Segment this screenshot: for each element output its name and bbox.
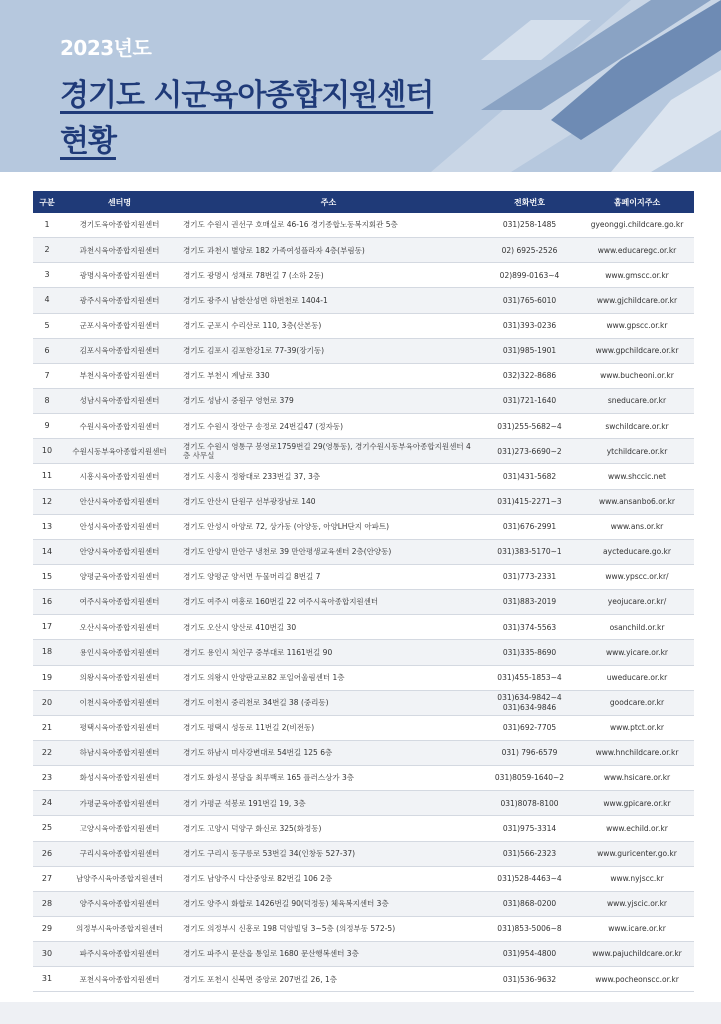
cell-homepage: swchildcare.or.kr: [580, 414, 694, 439]
cell-phone: [479, 942, 580, 967]
cell-address: 경기도 화성시 봉담읍 최루백로 165 플러스상가 3층: [178, 766, 479, 791]
cell-no: 3: [33, 263, 61, 288]
cell-phone: [479, 891, 580, 916]
cell-center-name: 화성시육아종합지원센터: [61, 766, 178, 791]
phone-number: 031)773-2331: [502, 572, 557, 582]
table-row: [33, 816, 694, 841]
cell-no: 19: [33, 665, 61, 690]
table-row: [33, 916, 694, 941]
table-row: [33, 539, 694, 564]
column-header-phone: 전화번호: [479, 191, 580, 213]
cell-address: 경기도 여주시 여흥로 160번길 22 여주시육아종합지원센터: [178, 590, 479, 615]
cell-no: 29: [33, 916, 61, 941]
table-row: [33, 213, 694, 238]
cell-address: 경기 가평군 석봉로 191번길 19, 3층: [178, 791, 479, 816]
cell-no: 15: [33, 564, 61, 589]
phone-number: 032)322-8686: [502, 371, 557, 381]
phone-number: 031)634-9842~4: [497, 693, 562, 703]
phone-number: 02)899-0163~4: [499, 270, 560, 280]
cell-center-name: 과천시육아종합지원센터: [61, 238, 178, 263]
cell-address: 경기도 수원시 장안구 송정로 24번길47 (정자동): [178, 414, 479, 439]
cell-address: 경기도 수원시 영통구 봉영로1759번길 29(영통동), 경기수원시동부육아종합지원센터 4층 사무실: [178, 439, 479, 464]
cell-homepage: www.hnchildcare.or.kr: [580, 740, 694, 765]
phone-number: 031)431-5682: [502, 471, 557, 481]
phone-number: 031)374-5563: [502, 622, 557, 632]
cell-center-name: 부천시육아종합지원센터: [61, 363, 178, 388]
cell-homepage: www.icare.or.kr: [580, 916, 694, 941]
phone-number: 031)954-4800: [502, 949, 557, 959]
phone-number: 031)566-2323: [502, 848, 557, 858]
cell-center-name: 가평군육아종합지원센터: [61, 791, 178, 816]
table-row: [33, 866, 694, 891]
cell-no: 25: [33, 816, 61, 841]
cell-address: 경기도 광명시 성채로 78번길 7 (소하 2동): [178, 263, 479, 288]
cell-center-name: 안성시육아종합지원센터: [61, 514, 178, 539]
cell-phone: [479, 338, 580, 363]
cell-address: 경기도 파주시 문산읍 통일로 1680 문산행복센터 3층: [178, 942, 479, 967]
cell-phone: [479, 238, 580, 263]
cell-phone: [479, 388, 580, 413]
cell-no: 8: [33, 388, 61, 413]
cell-address: 경기도 안양시 만안구 냉천로 39 만안평생교육센터 2층(안양동): [178, 539, 479, 564]
cell-phone: [479, 816, 580, 841]
table-row: [33, 363, 694, 388]
cell-address: 경기도 부천시 계남로 330: [178, 363, 479, 388]
cell-homepage: goodcare.or.kr: [580, 690, 694, 715]
cell-phone: [479, 489, 580, 514]
cell-address: 경기도 성남시 중원구 영헌로 379: [178, 388, 479, 413]
cell-address: 경기도 양주시 화합로 1426번길 90(덕정동) 체육복지센터 3층: [178, 891, 479, 916]
cell-no: 26: [33, 841, 61, 866]
cell-homepage: www.ptct.or.kr: [580, 715, 694, 740]
table-row: [33, 615, 694, 640]
phone-number: 031)692-7705: [502, 723, 557, 733]
cell-center-name: 오산시육아종합지원센터: [61, 615, 178, 640]
cell-center-name: 용인시육아종합지원센터: [61, 640, 178, 665]
cell-homepage: www.echild.or.kr: [580, 816, 694, 841]
cell-phone: [479, 590, 580, 615]
phone-number: 031)273-6690~2: [497, 446, 562, 456]
cell-homepage: www.guricenter.go.kr: [580, 841, 694, 866]
cell-no: 24: [33, 791, 61, 816]
cell-center-name: 평택시육아종합지원센터: [61, 715, 178, 740]
table-row: [33, 238, 694, 263]
cell-homepage: www.nyjscc.kr: [580, 866, 694, 891]
cell-homepage: ytchildcare.or.kr: [580, 439, 694, 464]
year-label: 2023년도: [60, 36, 152, 60]
cell-homepage: www.gpscc.or.kr: [580, 313, 694, 338]
cell-homepage: www.gjchildcare.or.kr: [580, 288, 694, 313]
phone-number: 031)868-0200: [502, 899, 557, 909]
cell-homepage: www.ansanbo6.or.kr: [580, 489, 694, 514]
cell-phone: [479, 363, 580, 388]
cell-no: 28: [33, 891, 61, 916]
cell-no: 12: [33, 489, 61, 514]
table-header-row: [33, 191, 694, 213]
cell-center-name: 수원시동부육아종합지원센터: [61, 439, 178, 464]
cell-center-name: 광명시육아종합지원센터: [61, 263, 178, 288]
table-row: [33, 690, 694, 715]
phone-number: 031)393-0236: [502, 320, 557, 330]
cell-address: 경기도 평택시 성동로 11번길 2(비전동): [178, 715, 479, 740]
footer-band: [0, 1002, 721, 1024]
page-title-line1: 경기도 시군육아종합지원센터: [60, 78, 434, 113]
cell-homepage: www.pocheonscc.or.kr: [580, 967, 694, 992]
cell-address: 경기도 의정부시 신흥로 198 덕암빌딩 3~5층 (의정부동 572-5): [178, 916, 479, 941]
cell-center-name: 구리시육아종합지원센터: [61, 841, 178, 866]
phone-number: 031)721-1640: [502, 396, 557, 406]
cell-homepage: www.pajuchildcare.or.kr: [580, 942, 694, 967]
cell-center-name: 양평군육아종합지원센터: [61, 564, 178, 589]
cell-phone: [479, 665, 580, 690]
cell-no: 2: [33, 238, 61, 263]
table-row: [33, 766, 694, 791]
cell-phone: [479, 313, 580, 338]
cell-center-name: 포천시육아종합지원센터: [61, 967, 178, 992]
table-row: [33, 338, 694, 363]
cell-no: 31: [33, 967, 61, 992]
cell-phone: [479, 439, 580, 464]
table-row: [33, 841, 694, 866]
cell-phone: [479, 841, 580, 866]
phone-number: 031)536-9632: [502, 974, 557, 984]
table-row: [33, 564, 694, 589]
table-row: [33, 967, 694, 992]
cell-no: 10: [33, 439, 61, 464]
column-header-no: 구분: [33, 191, 61, 213]
cell-center-name: 여주시육아종합지원센터: [61, 590, 178, 615]
cell-homepage: www.hsicare.or.kr: [580, 766, 694, 791]
table-row: [33, 590, 694, 615]
cell-address: 경기도 용인시 처인구 중부대로 1161번길 90: [178, 640, 479, 665]
cell-phone: [479, 740, 580, 765]
cell-center-name: 수원시육아종합지원센터: [61, 414, 178, 439]
phone-number: 031)255-5682~4: [497, 421, 562, 431]
cell-address: 경기도 남양주시 다산중앙로 82번길 106 2층: [178, 866, 479, 891]
cell-no: 21: [33, 715, 61, 740]
cell-no: 22: [33, 740, 61, 765]
table-row: [33, 464, 694, 489]
table-row: [33, 514, 694, 539]
phone-number: 031)528-4463~4: [497, 874, 562, 884]
header-banner: [0, 0, 721, 172]
phone-number: 031)415-2271~3: [497, 496, 562, 506]
cell-center-name: 경기도육아종합지원센터: [61, 213, 178, 238]
cell-center-name: 파주시육아종합지원센터: [61, 942, 178, 967]
cell-homepage: www.yjscic.or.kr: [580, 891, 694, 916]
table-row: [33, 388, 694, 413]
cell-no: 1: [33, 213, 61, 238]
cell-phone: [479, 766, 580, 791]
cell-address: 경기도 양평군 양서면 두물머리길 8번길 7: [178, 564, 479, 589]
cell-address: 경기도 과천시 별양로 182 가족여성플라자 4층(부림동): [178, 238, 479, 263]
cell-address: 경기도 시흥시 정왕대로 233번길 37, 3층: [178, 464, 479, 489]
cell-center-name: 의정부시육아종합지원센터: [61, 916, 178, 941]
table-row: [33, 740, 694, 765]
cell-phone: [479, 288, 580, 313]
cell-center-name: 안양시육아종합지원센터: [61, 539, 178, 564]
cell-no: 23: [33, 766, 61, 791]
cell-center-name: 시흥시육아종합지원센터: [61, 464, 178, 489]
cell-phone: [479, 967, 580, 992]
phone-number: 031) 796-6579: [501, 748, 558, 758]
phone-number: 02) 6925-2526: [501, 245, 558, 255]
column-header-name: 센터명: [61, 191, 178, 213]
phone-number: 031)853-5006~8: [497, 924, 562, 934]
cell-address: 경기도 김포시 김포한강1로 77-39(장기동): [178, 338, 479, 363]
cell-no: 27: [33, 866, 61, 891]
cell-phone: [479, 791, 580, 816]
table-row: [33, 715, 694, 740]
cell-address: 경기도 광주시 남한산성면 하번천로 1404-1: [178, 288, 479, 313]
cell-address: 경기도 의왕시 안양판교로82 포일어울림센터 1층: [178, 665, 479, 690]
cell-center-name: 광주시육아종합지원센터: [61, 288, 178, 313]
cell-no: 4: [33, 288, 61, 313]
cell-homepage: www.bucheoni.or.kr: [580, 363, 694, 388]
table-row: [33, 942, 694, 967]
cell-phone: [479, 615, 580, 640]
cell-no: 17: [33, 615, 61, 640]
cell-address: 경기도 오산시 양산로 410번길 30: [178, 615, 479, 640]
phone-number: 031)883-2019: [502, 597, 557, 607]
cell-phone: [479, 916, 580, 941]
cell-homepage: gyeonggi.childcare.go.kr: [580, 213, 694, 238]
cell-no: 6: [33, 338, 61, 363]
cell-address: 경기도 포천시 신북면 중앙로 207번길 26, 1층: [178, 967, 479, 992]
phone-number: 031)8078-8100: [500, 798, 559, 808]
phone-number: 031)455-1853~4: [497, 672, 562, 682]
cell-no: 13: [33, 514, 61, 539]
cell-center-name: 하남시육아종합지원센터: [61, 740, 178, 765]
cell-phone: [479, 414, 580, 439]
phone-number: 031)258-1485: [502, 220, 557, 230]
cell-homepage: www.ans.or.kr: [580, 514, 694, 539]
cell-no: 18: [33, 640, 61, 665]
table-row: [33, 791, 694, 816]
cell-phone: [479, 514, 580, 539]
table-row: [33, 263, 694, 288]
cell-no: 14: [33, 539, 61, 564]
cell-homepage: www.ypscc.or.kr/: [580, 564, 694, 589]
cell-phone: [479, 539, 580, 564]
cell-center-name: 남양주시육아종합지원센터: [61, 866, 178, 891]
table-row: [33, 489, 694, 514]
cell-no: 9: [33, 414, 61, 439]
table-row: [33, 414, 694, 439]
table-row: [33, 288, 694, 313]
cell-homepage: www.yicare.or.kr: [580, 640, 694, 665]
table-row: [33, 439, 694, 464]
cell-phone: [479, 866, 580, 891]
cell-no: 5: [33, 313, 61, 338]
cell-address: 경기도 구리시 동구릉로 53번길 34(인창동 527-37): [178, 841, 479, 866]
cell-no: 11: [33, 464, 61, 489]
cell-homepage: www.educaregc.or.kr: [580, 238, 694, 263]
decorative-stripes: [421, 0, 721, 172]
table-row: [33, 891, 694, 916]
cell-center-name: 김포시육아종합지원센터: [61, 338, 178, 363]
cell-phone: [479, 690, 580, 715]
cell-center-name: 성남시육아종합지원센터: [61, 388, 178, 413]
center-table: [33, 191, 694, 992]
phone-number: 031)634-9846: [502, 702, 557, 712]
cell-phone: [479, 564, 580, 589]
cell-center-name: 양주시육아종합지원센터: [61, 891, 178, 916]
cell-address: 경기도 고양시 덕양구 화신로 325(화정동): [178, 816, 479, 841]
cell-center-name: 이천시육아종합지원센터: [61, 690, 178, 715]
cell-homepage: uweducare.or.kr: [580, 665, 694, 690]
cell-address: 경기도 군포시 수리산로 110, 3층(산본동): [178, 313, 479, 338]
cell-address: 경기도 안성시 아양로 72, 상가동 (아양동, 아양LH단지 아파트): [178, 514, 479, 539]
table-row: [33, 640, 694, 665]
cell-homepage: osanchild.or.kr: [580, 615, 694, 640]
column-header-homepage: 홈페이지주소: [580, 191, 694, 213]
cell-no: 16: [33, 590, 61, 615]
cell-phone: [479, 213, 580, 238]
cell-homepage: www.gpchildcare.or.kr: [580, 338, 694, 363]
phone-number: 031)765-6010: [502, 295, 557, 305]
cell-homepage: www.gpicare.or.kr: [580, 791, 694, 816]
cell-center-name: 안산시육아종합지원센터: [61, 489, 178, 514]
phone-number: 031)8059-1640~2: [494, 773, 565, 783]
cell-homepage: sneducare.or.kr: [580, 388, 694, 413]
cell-no: 7: [33, 363, 61, 388]
column-header-address: 주소: [178, 191, 479, 213]
cell-phone: [479, 640, 580, 665]
phone-number: 031)383-5170~1: [497, 547, 562, 557]
cell-center-name: 군포시육아종합지원센터: [61, 313, 178, 338]
page-title-line2: 현황: [60, 124, 116, 159]
phone-number: 031)335-8690: [502, 647, 557, 657]
cell-address: 경기도 하남시 미사강변대로 54번길 125 6층: [178, 740, 479, 765]
cell-phone: [479, 263, 580, 288]
cell-phone: [479, 464, 580, 489]
cell-no: 30: [33, 942, 61, 967]
table-row: [33, 665, 694, 690]
phone-number: 031)975-3314: [502, 823, 557, 833]
cell-center-name: 의왕시육아종합지원센터: [61, 665, 178, 690]
phone-number: 031)985-1901: [502, 346, 557, 356]
cell-address: 경기도 안산시 단원구 선부광장남로 140: [178, 489, 479, 514]
phone-number: 031)676-2991: [502, 522, 557, 532]
table-row: [33, 313, 694, 338]
cell-phone: [479, 715, 580, 740]
cell-center-name: 고양시육아종합지원센터: [61, 816, 178, 841]
cell-homepage: www.shccic.net: [580, 464, 694, 489]
cell-homepage: yeojucare.or.kr/: [580, 590, 694, 615]
table-body: [33, 213, 694, 992]
cell-no: 20: [33, 690, 61, 715]
cell-homepage: aycteducare.go.kr: [580, 539, 694, 564]
cell-address: 경기도 이천시 중리천로 34번길 38 (중리동): [178, 690, 479, 715]
cell-homepage: www.gmscc.or.kr: [580, 263, 694, 288]
cell-address: 경기도 수원시 권선구 호매실로 46-16 경기종합노동복지회관 5층: [178, 213, 479, 238]
